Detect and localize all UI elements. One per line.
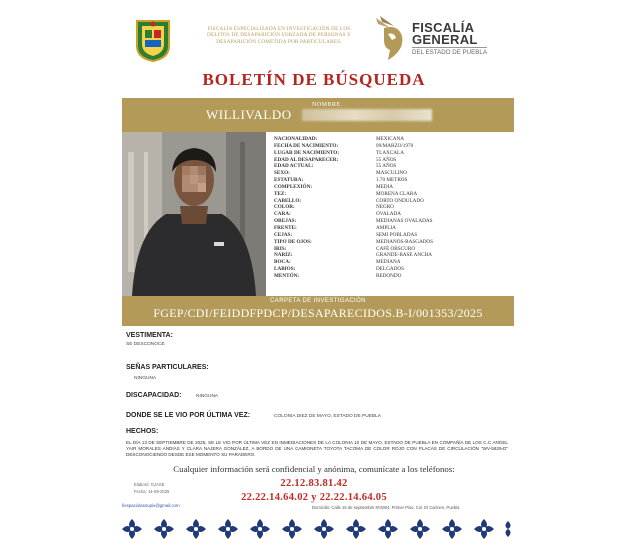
- attribute-row: [274, 266, 510, 273]
- attribute-label: SEXO:: [274, 170, 290, 177]
- attribute-label: EDAD ACTUAL:: [274, 163, 314, 170]
- attribute-value: AMPLIA: [376, 224, 396, 231]
- last-seen-value: COLONIA DIEZ DE MAYO, ESTADO DE PUEBLA: [274, 414, 381, 419]
- contact-email[interactable]: fiespaciolassupiv@gmail.com: [122, 503, 180, 508]
- fiscalia-logo-icon: [370, 14, 408, 62]
- attribute-value: MASCULINO: [376, 170, 407, 177]
- attribute-value: 09/MARZO/1970: [376, 142, 414, 149]
- phone-primary: 22.12.83.81.42: [280, 478, 348, 489]
- attribute-label: CEJAS:: [274, 231, 293, 238]
- vestimenta-value: SE DESCONOCE: [126, 342, 165, 347]
- attribute-label: EDAD AL DESAPARECER:: [274, 156, 339, 163]
- attribute-row: [274, 239, 510, 246]
- attribute-row: [274, 198, 510, 205]
- attribute-label: FECHA DE NACIMIENTO:: [274, 142, 339, 149]
- logo-title: FISCALÍA GENERAL: [412, 20, 478, 47]
- attribute-row: [274, 163, 510, 170]
- attribute-value: MEXICANA: [376, 136, 404, 142]
- attribute-label: OREJAS:: [274, 218, 297, 225]
- attribute-label: CABELLO:: [274, 197, 302, 204]
- attribute-value: 55 AÑOS: [376, 156, 397, 163]
- discapacidad-label: DISCAPACIDAD:: [126, 392, 182, 399]
- attribute-label: TEZ:: [274, 190, 287, 197]
- hechos-text: EL DÍA 13 DE SEPTIEMBRE DE 2025, SE LE VIO POR ÚLTIMA VEZ EN INMEDIACIONES DE LA COLONIA 10 DE MAYO, ESTADO DE PUEBLA EN COMPAÑÍA DE LOS C.C ANGEL YAIR MORALES ANDIAS Y CLARA NAJERA GONZÁLEZ, A BORDO DE UNA CAMIONETA TOYOTA TACOMA DE COLOR ROJO CON PLACAS DE CIRCULACIÓN "WV-5829-D" DESCONOCIENDO DESDE ESE MOMENTO SU PARADERO.: [126, 440, 508, 458]
- attribute-value: GRANDE-BASE ANCHA: [376, 252, 433, 259]
- attribute-value: NEGRO: [376, 204, 394, 211]
- attribute-row: [274, 232, 510, 239]
- page-title: BOLETÍN DE BÚSQUEDA: [202, 70, 426, 89]
- person-name: WILLIVALDO: [206, 107, 292, 122]
- attribute-row: [274, 225, 510, 232]
- search-bulletin: [112, 8, 516, 544]
- attribute-label: IRIS:: [274, 245, 287, 252]
- attribute-label: LABIOS:: [274, 266, 296, 273]
- office-address: Domicilio: Calle 16 de septiembre Nº2904, Primer Piso, Col. El Carmen, Puebla: [312, 505, 460, 510]
- attribute-row: [274, 211, 510, 218]
- attribute-label: LUGAR DE NACIMIENTO:: [274, 149, 340, 156]
- discapacidad-value: NINGUNA: [196, 394, 219, 399]
- institution-text: FISCALÍA ESPECIALIZADA EN INVESTIGACIÓN DE LOS DELITOS DE DESAPARICIÓN FORZADA DE PERSONAS Y DESAPARICIÓN COMETIDA POR PARTICULARES.: [207, 26, 351, 45]
- investigation-file-bar: [122, 296, 514, 326]
- attribute-row: [274, 184, 510, 191]
- investigation-file-number: FGEP/CDI/FEIDDFPDCP/DESAPARECIDOS.B-I/001353/2025: [153, 306, 483, 320]
- person-photo: [122, 132, 266, 296]
- attribute-row: [274, 191, 510, 198]
- attribute-label: BOCA:: [274, 259, 291, 266]
- attribute-value: MORENA CLARA: [376, 190, 418, 197]
- attribute-label: ESTATURA:: [274, 177, 304, 184]
- footer-talavera-pattern: [118, 516, 514, 542]
- attribute-label: CARA:: [274, 211, 291, 218]
- attribute-value: REDONDO: [376, 272, 402, 279]
- attribute-value: MEDIANA: [376, 259, 401, 266]
- senas-value: NINGUNA: [134, 376, 157, 381]
- attribute-label: NARIZ:: [274, 252, 293, 259]
- attribute-value: CORTO ONDULADO: [376, 197, 424, 204]
- elaboro-text: Elaboró: GJASE: [134, 482, 165, 487]
- attribute-value: DELGADOS: [376, 266, 404, 273]
- attribute-value: CAFÉ OBSCURO: [376, 245, 416, 252]
- attribute-row: [274, 218, 510, 225]
- attribute-value: MEDIANOS-RASGADOS: [376, 238, 434, 245]
- vestimenta-label: VESTIMENTA:: [126, 332, 173, 339]
- investigation-file-label: CARPETA DE INVESTIGACIÓN: [270, 298, 366, 304]
- senas-label: SEÑAS PARTICULARES:: [126, 364, 209, 371]
- puebla-seal-icon: [134, 18, 172, 62]
- attribute-value: OVALADA: [376, 211, 401, 218]
- attribute-row: [274, 136, 510, 143]
- attribute-row: [274, 150, 510, 157]
- attribute-value: MEDIA: [376, 183, 394, 190]
- attribute-row: [274, 170, 510, 177]
- attribute-row: [274, 246, 510, 253]
- hechos-label: HECHOS:: [126, 428, 159, 435]
- attribute-row: [274, 273, 510, 280]
- fecha-text: Fecha: 14-09-2025: [134, 489, 170, 494]
- attribute-value: 55 AÑOS: [376, 163, 397, 170]
- attribute-label: COLOR:: [274, 204, 295, 211]
- attribute-value: MEDIANAS OVALADAS: [376, 218, 433, 225]
- attribute-label: TIPO DE OJOS:: [274, 238, 312, 245]
- attribute-value: SEMI POBLADAS: [376, 231, 418, 238]
- logo-subtitle: DEL ESTADO DE PUEBLA: [412, 49, 487, 56]
- attribute-row: [274, 252, 510, 259]
- confidential-notice: Cualquier información será confidencial y anónima, comunícate a los teléfonos:: [173, 464, 455, 474]
- phone-secondary: 22.22.14.64.02 y 22.22.14.64.05: [241, 492, 387, 503]
- attribute-list: [274, 136, 510, 280]
- attribute-row: [274, 204, 510, 211]
- attribute-value: 1.70 METROS: [376, 177, 408, 184]
- attribute-label: COMPLEXIÓN:: [274, 183, 313, 190]
- attribute-row: [274, 143, 510, 150]
- last-seen-label: DONDE SE LE VIO POR ÚLTIMA VEZ:: [126, 412, 251, 419]
- name-bar: [122, 98, 514, 132]
- attribute-row: [274, 259, 510, 266]
- attribute-label: FRENTE:: [274, 224, 297, 231]
- attribute-value: TLAXCALA: [376, 149, 404, 156]
- attribute-row: [274, 177, 510, 184]
- attribute-label: MENTÓN:: [274, 272, 300, 279]
- name-redaction: [302, 109, 432, 121]
- name-label: NOMBRE: [312, 102, 341, 108]
- attribute-label: NACIONALIDAD:: [274, 136, 318, 142]
